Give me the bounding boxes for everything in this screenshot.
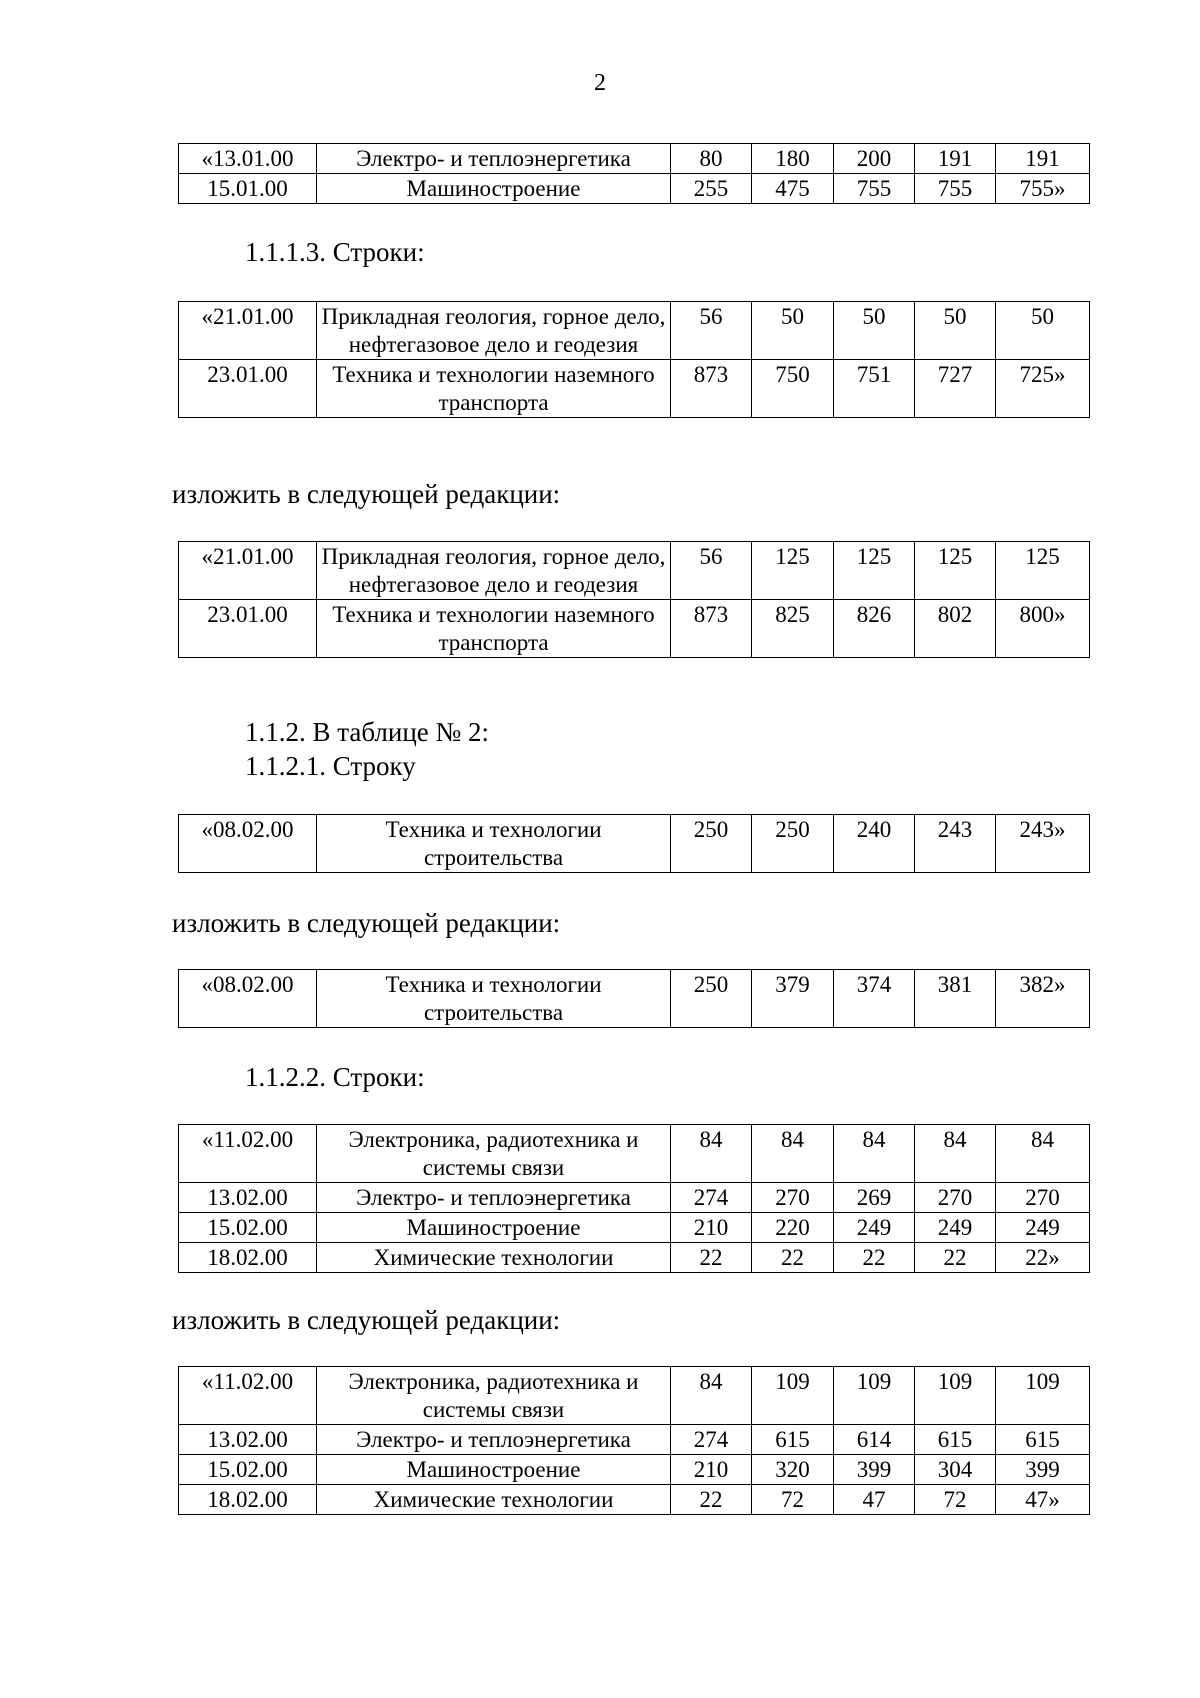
table-cell: 399 — [834, 1455, 915, 1485]
table-electronics-old — [178, 1124, 1090, 1273]
table-cell: «11.02.00 — [179, 1367, 317, 1425]
table-cell: 15.02.00 — [179, 1213, 317, 1243]
table-cell: Техника и технологии строительства — [317, 815, 671, 873]
table-row — [179, 600, 1090, 658]
table-cell: 755 — [915, 174, 996, 204]
table-cell: Электроника, радиотехника и системы связи — [317, 1125, 671, 1183]
table-cell: 382» — [996, 970, 1090, 1028]
table-cell: 210 — [671, 1455, 752, 1485]
table-cell: 18.02.00 — [179, 1485, 317, 1515]
table-cell: 379 — [752, 970, 834, 1028]
table-cell: 269 — [834, 1183, 915, 1213]
table-cell: Техника и технологии наземного транспорта — [317, 600, 671, 658]
table-cell: 13.02.00 — [179, 1425, 317, 1455]
table-cell: 125 — [834, 542, 915, 600]
table-cell: 84 — [834, 1125, 915, 1183]
table-cell: 210 — [671, 1213, 752, 1243]
table-cell: 22» — [996, 1243, 1090, 1273]
table-cell: 50 — [996, 302, 1090, 360]
table-cell: 399 — [996, 1455, 1090, 1485]
table-cell: 826 — [834, 600, 915, 658]
table-cell: Химические технологии — [317, 1243, 671, 1273]
table-cell: 751 — [834, 360, 915, 418]
table-cell: 304 — [915, 1455, 996, 1485]
table-cell: Прикладная геология, горное дело, нефтегазовое дело и геодезия — [317, 542, 671, 600]
table-cell: 274 — [671, 1425, 752, 1455]
table-cell: Машиностроение — [317, 1213, 671, 1243]
table-cell: 249 — [915, 1213, 996, 1243]
table-cell: 18.02.00 — [179, 1243, 317, 1273]
table-cell: 125 — [915, 542, 996, 600]
table-row — [179, 360, 1090, 418]
section-heading: 1.1.2.1. Строку — [245, 751, 416, 781]
table-row — [179, 1183, 1090, 1213]
table-cell: 727 — [915, 360, 996, 418]
table-cell: 220 — [752, 1213, 834, 1243]
table-construction-old — [178, 814, 1090, 873]
paragraph-text: изложить в следующей редакции: — [172, 479, 561, 509]
table-cell: Электро- и теплоэнергетика — [317, 1183, 671, 1213]
table-row — [179, 144, 1090, 174]
table-cell: «08.02.00 — [179, 815, 317, 873]
table-cell: Машиностроение — [317, 1455, 671, 1485]
table-cell: 22 — [671, 1485, 752, 1515]
table-cell: Электро- и теплоэнергетика — [317, 144, 671, 174]
table-row — [179, 1213, 1090, 1243]
table-cell: Техника и технологии наземного транспорта — [317, 360, 671, 418]
section-heading: 1.1.1.3. Строки: — [245, 237, 425, 267]
table-cell: 13.02.00 — [179, 1183, 317, 1213]
table-cell: 109 — [752, 1367, 834, 1425]
table-cell: «21.01.00 — [179, 302, 317, 360]
table-cell: «21.01.00 — [179, 542, 317, 600]
table-cell: 109 — [834, 1367, 915, 1425]
paragraph-text: изложить в следующей редакции: — [172, 1305, 561, 1335]
table-cell: 50 — [752, 302, 834, 360]
table-cell: 56 — [671, 302, 752, 360]
table-cell: Электроника, радиотехника и системы связи — [317, 1367, 671, 1425]
page-number: 2 — [594, 70, 606, 96]
table-cell: 22 — [671, 1243, 752, 1273]
table-row — [179, 970, 1090, 1028]
table-cell: 84 — [915, 1125, 996, 1183]
table-cell: 274 — [671, 1183, 752, 1213]
table-electronics-new — [178, 1366, 1090, 1515]
table-cell: 755 — [834, 174, 915, 204]
table-cell: 84 — [752, 1125, 834, 1183]
table-cell: 614 — [834, 1425, 915, 1455]
table-cell: 725» — [996, 360, 1090, 418]
table-cell: 125 — [752, 542, 834, 600]
table-cell: 15.01.00 — [179, 174, 317, 204]
table-row — [179, 542, 1090, 600]
table-cell: Прикладная геология, горное дело, нефтегазовое дело и геодезия — [317, 302, 671, 360]
table-cell: 270 — [752, 1183, 834, 1213]
table-cell: 250 — [671, 815, 752, 873]
table-cell: 22 — [915, 1243, 996, 1273]
table-cell: 873 — [671, 360, 752, 418]
table-cell: 180 — [752, 144, 834, 174]
table-cell: 109 — [915, 1367, 996, 1425]
table-cell: 374 — [834, 970, 915, 1028]
table-row — [179, 174, 1090, 204]
table-row — [179, 302, 1090, 360]
table-cell: 873 — [671, 600, 752, 658]
table-cell: 755» — [996, 174, 1090, 204]
table-cell: 750 — [752, 360, 834, 418]
table-cell: 23.01.00 — [179, 360, 317, 418]
section-heading: 1.1.2.2. Строки: — [245, 1062, 425, 1092]
table-row — [179, 1367, 1090, 1425]
table-row — [179, 815, 1090, 873]
table-geology-new — [178, 541, 1090, 658]
table-cell: 243» — [996, 815, 1090, 873]
table-cell: 825 — [752, 600, 834, 658]
table-row — [179, 1243, 1090, 1273]
table-cell: 47 — [834, 1485, 915, 1515]
table-cell: 50 — [915, 302, 996, 360]
table-cell: 50 — [834, 302, 915, 360]
table-row — [179, 1125, 1090, 1183]
table-cell: 615 — [996, 1425, 1090, 1455]
table-construction-new — [178, 969, 1090, 1028]
table-cell: 270 — [915, 1183, 996, 1213]
paragraph-text: изложить в следующей редакции: — [172, 908, 561, 938]
table-row — [179, 1485, 1090, 1515]
table-cell: 615 — [752, 1425, 834, 1455]
table-cell: Машиностроение — [317, 174, 671, 204]
table-cell: 191 — [996, 144, 1090, 174]
table-cell: 250 — [671, 970, 752, 1028]
table-cell: 250 — [752, 815, 834, 873]
table-cell: 270 — [996, 1183, 1090, 1213]
table-cell: 56 — [671, 542, 752, 600]
section-heading: 1.1.2. В таблице № 2: — [245, 717, 490, 747]
table-cell: 240 — [834, 815, 915, 873]
table-cell: 84 — [671, 1125, 752, 1183]
table-cell: «11.02.00 — [179, 1125, 317, 1183]
table-cell: 475 — [752, 174, 834, 204]
table-cell: 125 — [996, 542, 1090, 600]
table-cell: 23.01.00 — [179, 600, 317, 658]
table-cell: 22 — [752, 1243, 834, 1273]
table-cell: «08.02.00 — [179, 970, 317, 1028]
table-cell: 109 — [996, 1367, 1090, 1425]
table-cell: 615 — [915, 1425, 996, 1455]
table-cell: 72 — [752, 1485, 834, 1515]
table-cell: 84 — [996, 1125, 1090, 1183]
table-cell: 47» — [996, 1485, 1090, 1515]
table-cell: 22 — [834, 1243, 915, 1273]
table-cell: 255 — [671, 174, 752, 204]
table-cell: 80 — [671, 144, 752, 174]
table-cell: 800» — [996, 600, 1090, 658]
table-cell: 249 — [996, 1213, 1090, 1243]
table-cell: 200 — [834, 144, 915, 174]
table-cell: 249 — [834, 1213, 915, 1243]
table-cell: Электро- и теплоэнергетика — [317, 1425, 671, 1455]
table-row — [179, 1455, 1090, 1485]
table-cell: «13.01.00 — [179, 144, 317, 174]
table-row — [179, 1425, 1090, 1455]
table-cell: 243 — [915, 815, 996, 873]
table-cell: 320 — [752, 1455, 834, 1485]
table-cell: 15.02.00 — [179, 1455, 317, 1485]
table-engineering-1 — [178, 143, 1090, 204]
table-cell: 191 — [915, 144, 996, 174]
table-cell: 72 — [915, 1485, 996, 1515]
table-cell: 84 — [671, 1367, 752, 1425]
table-cell: Техника и технологии строительства — [317, 970, 671, 1028]
table-geology-old — [178, 301, 1090, 418]
table-cell: 381 — [915, 970, 996, 1028]
table-cell: 802 — [915, 600, 996, 658]
table-cell: Химические технологии — [317, 1485, 671, 1515]
